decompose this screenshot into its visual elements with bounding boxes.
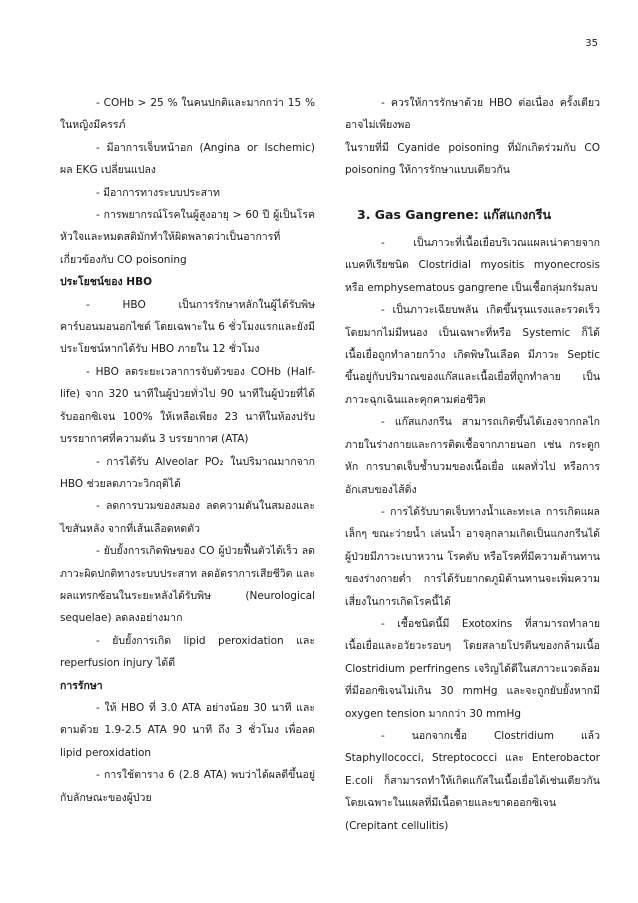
paragraph: - การได้รับ Alveolar PO₂ ในปริมาณมากจาก HBO ช่วยลดภาวะวิกฤติได้ — [60, 455, 315, 490]
paragraph: ในรายที่มี Cyanide poisoning ที่มักเกิดร่วมกับ CO poisoning ให้การรักษาแบบเดียวกัน — [345, 141, 600, 177]
page-number: 35 — [585, 38, 598, 49]
right-column — [345, 92, 600, 837]
paragraph: - นอกจากเชื้อ Clostridium แล้ว Staphyllococci, Streptococci และ Enterobactor E.coli ก็สามารถทำให้เกิดแก๊สในเนื้อเยื่อได้เช่นเดียวกัน โดยเฉพาะในแผลที่มีเนื้อตายและขาดออกซิเจน (Crepitant cellulitis) — [345, 729, 600, 832]
paragraph: - HBO ลดระยะเวลาการจับตัวของ COHb (Half-life) จาก 320 นาทีในผู้ป่วยทั่วไป 90 นาทีในผู้ป่วยที่ได้รับออกซิเจน 100% ให้เหลือเพียง 23 นาทีในห้องปรับบรรยากาศที่ความดัน 3 บรรยากาศ (ATA) — [60, 365, 315, 446]
paragraph: - ลดการบวมของสมอง ลดความดันในสมองและไขสันหลัง จากที่เส้นเลือดหดตัว — [60, 500, 315, 535]
paragraph: - HBO เป็นการรักษาหลักในผู้ได้รับพิษคาร์บอนมอนอกไซด์ โดยเฉพาะใน 6 ชั่วโมงแรกและยังมีประโยชน์หากได้รับ HBO ภายใน 12 ชั่วโมง — [60, 298, 315, 356]
paragraph: - COHb > 25 % ในคนปกติและมากกว่า 15 % ในหญิงมีครรภ์ — [60, 97, 315, 132]
section-heading: การรักษา — [60, 679, 103, 692]
paragraph: - มีอาการทางระบบประสาท — [96, 186, 220, 199]
main-heading: 3. Gas Gangrene: แก๊สแกงกรีน — [357, 206, 552, 222]
paragraph: - เป็นภาวะที่เนื้อเยื่อบริเวณแผลเน่าตายจากแบคทีเรียชนิด Clostridial myositis myonecrosis หรือ emphysematous gangrene เป็นเชื้อกลุ่มกรัมลบ — [345, 237, 600, 294]
paragraph: - ควรให้การรักษาด้วย HBO ต่อเนื่อง ครั้งเดียวอาจไม่เพียงพอ — [345, 97, 600, 132]
paragraph: - ยับยั้งการเกิด lipid peroxidation และ reperfusion injury ได้ดี — [60, 634, 315, 670]
paragraph: - เชื้อชนิดนี้มี Exotoxins ที่สามารถทำลายเนื้อเยื่อและอวัยวะรอบๆ โดยสลายโปรตีนของกล้ามเนื้อ Clostridium perfringens เจริญได้ดีในสภาวะแวดล้อมที่มีออกซิเจนไม่เกิน 30 mmHg และจะถูกยับยั้งหากมี oxygen tension มากกว่า 30 mmHg — [345, 617, 600, 720]
paragraph: - เป็นภาวะเฉียบพลัน เกิดขึ้นรุนแรงและรวดเร็ว โดยมากไม่มีหนอง เป็นเฉพาะที่หรือ Systemic ก็ได้ เนื้อเยื่อถูกทำลายกว้าง เกิดพิษในเลือด มีภาวะ Septic ขึ้นอยู่กับปริมาณของแก๊สและเนื้อเยื่อที่ถูกทำลาย เป็นภาวะฉุกเฉินและคุกคามต่อชีวิต — [345, 304, 600, 406]
section-heading: ประโยชน์ของ HBO — [60, 276, 153, 289]
paragraph: - การใช้ตาราง 6 (2.8 ATA) พบว่าได้ผลดีขึ้นอยู่กับลักษณะของผู้ป่วย — [60, 769, 315, 804]
paragraph: - ยับยั้งการเกิดพิษของ CO ผู้ป่วยฟื้นตัวได้เร็ว ลดภาวะผิดปกติทางระบบประสาท ลดอัตราการเสียชีวิต และผลแทรกซ้อนในระยะหลังได้รับพิษ (Neurological sequelae) ลดลงอย่างมาก — [60, 545, 315, 625]
paragraph: - การพยากรณ์โรคในผู้สูงอายุ > 60 ปี ผู้เป็นโรคหัวใจและหมดสติมักทำให้ผิดพลาดว่าเป็นอาการที่เกี่ยวข้องกับ CO poisoning — [60, 209, 315, 266]
paragraph: - ให้ HBO ที่ 3.0 ATA อย่างน้อย 30 นาที และตามด้วย 1.9-2.5 ATA 90 นาที ถึง 3 ชั่วโมง เพื่อลด lipid peroxidation — [60, 701, 315, 759]
paragraph: - มีอาการเจ็บหน้าอก (Angina or Ischemic) ผล EKG เปลี่ยนแปลง — [60, 141, 315, 177]
left-column — [60, 92, 315, 809]
paragraph: - แก๊สแกงกรีน สามารถเกิดขึ้นได้เองจากกลไกภายในร่างกายและการติดเชื้อจากภายนอก เช่น กระดูกหัก การบาดเจ็บช้ำบวมของเนื้อเยื่อ แผลทั่วไป หรือการอักเสบของไส้ติ่ง — [345, 416, 600, 496]
paragraph: - การได้รับบาดเจ็บทางน้ำและทะเล การเกิดแผลเล็กๆ ขณะว่ายน้ำ เล่นน้ำ อาจลุกลามเกิดเป็นแกงกรีนได้ ผู้ป่วยมีภาวะเบาหวาน โรคตับ หรือโรคที่มีความต้านทานของร่างกายต่ำ การได้รับยากดภูมิต้านทานจะเพิ่มความเสี่ยงในการเกิดโรคนี้ได้ — [345, 505, 600, 608]
